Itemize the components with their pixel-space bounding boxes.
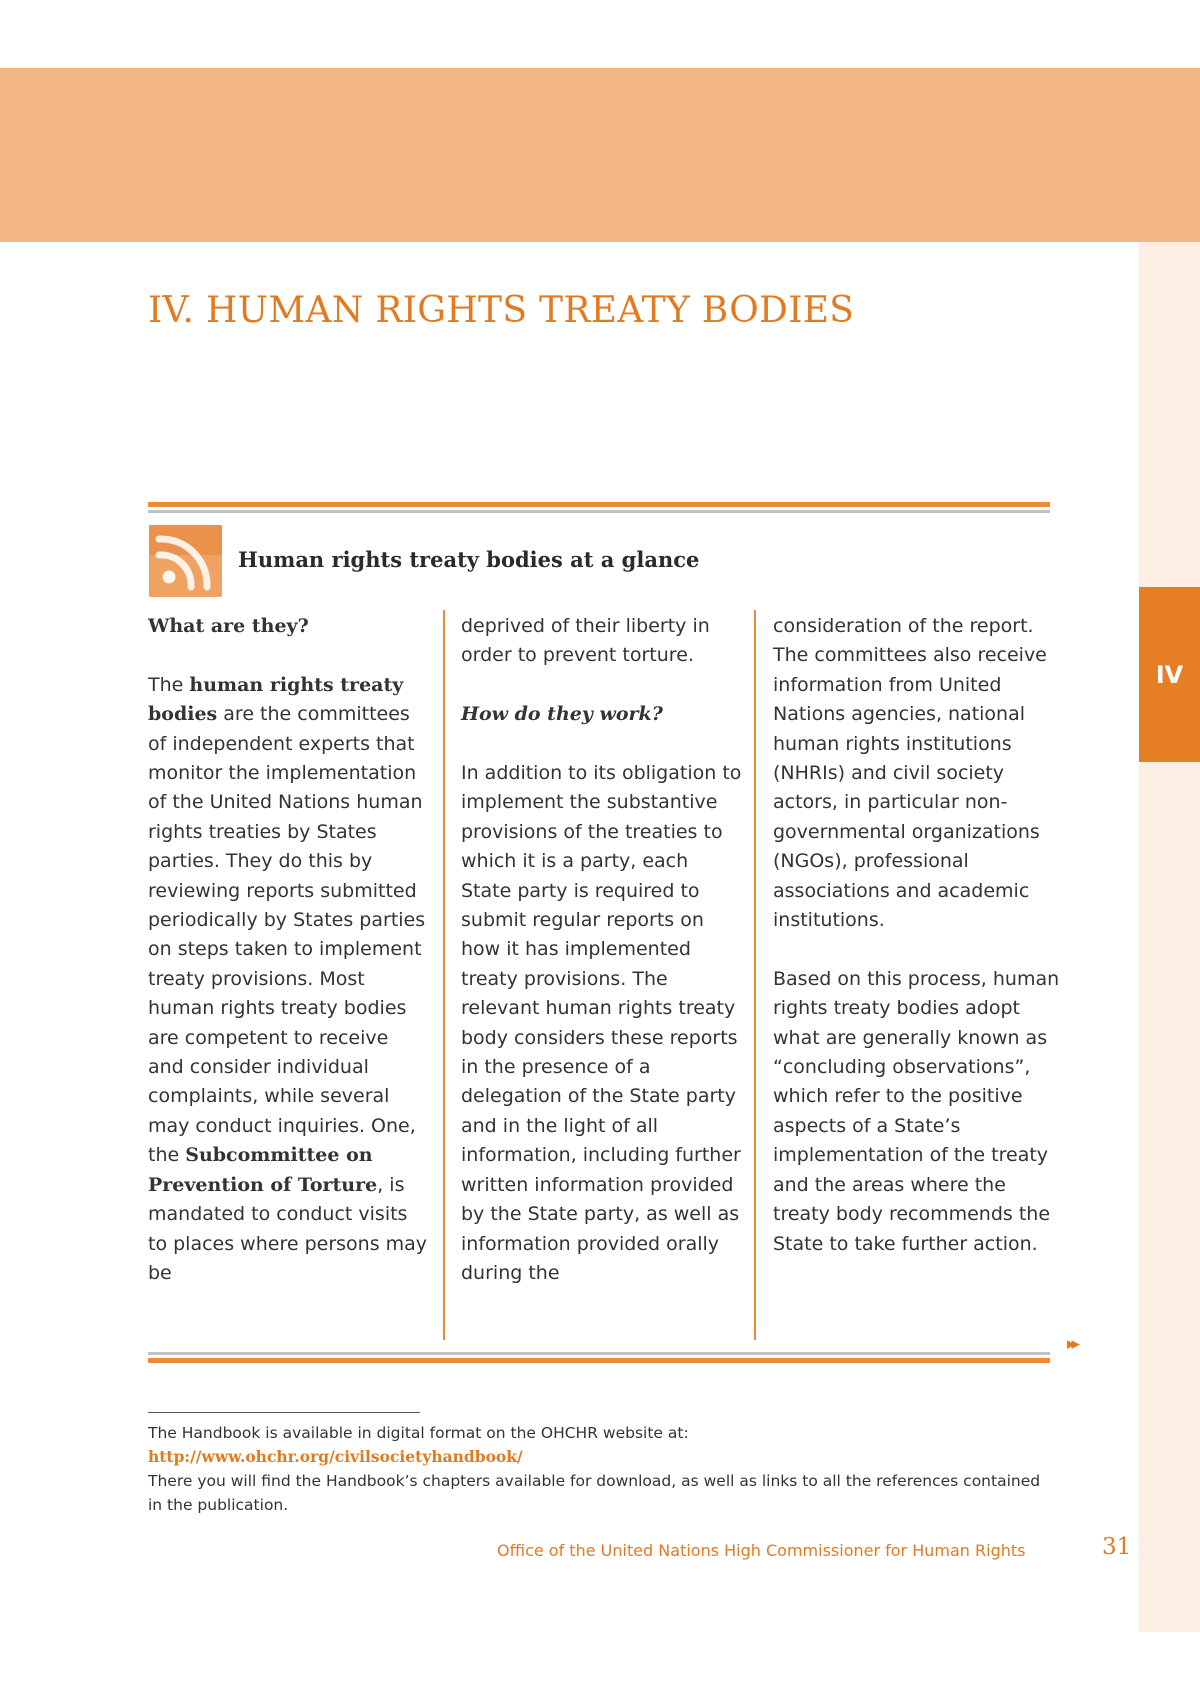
rss-feed-icon [149, 525, 222, 597]
text-span: , is mandated to conduct visits to places where persons may be [148, 1173, 428, 1284]
paragraph-continued: deprived of their liberty in order to prevent torture. [461, 615, 710, 667]
heading-what-are-they: What are they? [148, 615, 309, 637]
column-2 [461, 612, 743, 1318]
box-top-rule [148, 502, 1050, 513]
footnote-line: The Handbook is available in digital format on the OHCHR website at: [148, 1424, 689, 1442]
page-number: 31 [1102, 1534, 1132, 1560]
chapter-title: IV. HUMAN RIGHTS TREATY BODIES [148, 290, 855, 331]
box-title: Human rights treaty bodies at a glance [238, 547, 700, 572]
term-treaty-bodies: human rights treaty bodies [148, 673, 404, 726]
footnote-rule [148, 1412, 420, 1413]
footer-office: Office of the United Nations High Commissioner for Human Rights [497, 1541, 1026, 1560]
box-bottom-rule [148, 1352, 1050, 1363]
header-band [0, 68, 1200, 242]
side-strip [1139, 242, 1200, 1632]
continue-arrow-icon: ▸▸ [1067, 1334, 1077, 1354]
column-3 [773, 612, 1063, 1288]
paragraph-how-do-they-work: In addition to its obligation to implement the substantive provisions of the treaties to which it is a party, each State party is required to submit regular reports on how it has implemented treaty provisions. The relevant human rights treaty body considers these reports in the presence of a delegation of the State party and in the light of all information, including further written information provided by the State party, as well as information provided orally during the [461, 762, 742, 1284]
column-1 [148, 612, 430, 1318]
text-span: The [148, 673, 190, 696]
footnote [148, 1421, 1048, 1517]
footnote-line: There you will find the Handbook’s chapters available for download, as well as links to all the references contained in the publication. [148, 1472, 1041, 1514]
column-divider [754, 610, 756, 1340]
chapter-tab [1139, 587, 1200, 762]
paragraph-concluding-observations: Based on this process, human rights treaty bodies adopt what are generally known as “concluding observations”, which refer to the positive aspects of a State’s implementation of the treaty and the areas where the treaty body recommends the State to take further action. [773, 967, 1060, 1255]
heading-how-do-they-work: How do they work? [461, 703, 663, 726]
term-subcommittee: Subcommittee on Prevention of Torture [148, 1144, 378, 1196]
paragraph-what-are-they [148, 671, 430, 1289]
text-span: are the committees of independent experts that monitor the implementation of the United Nations human rights treaties by States parties. They do this by reviewing reports submitted periodically by States parties on steps taken to implement treaty provisions. Most human rights treaty bodies are competent to receive and consider individual complaints, while several may conduct inquiries. One, the [148, 703, 426, 1167]
paragraph-consideration: consideration of the report. The committees also receive information from United Nations agencies, national human rights institutions (NHRIs) and civil society actors, in particular non-governmental organizations (NGOs), professional associations and academic institutions. [773, 615, 1047, 932]
column-divider [443, 610, 445, 1340]
chapter-tab-label: IV [1155, 660, 1184, 689]
handbook-link[interactable]: http://www.ohchr.org/civilsocietyhandbook/ [148, 1447, 523, 1466]
